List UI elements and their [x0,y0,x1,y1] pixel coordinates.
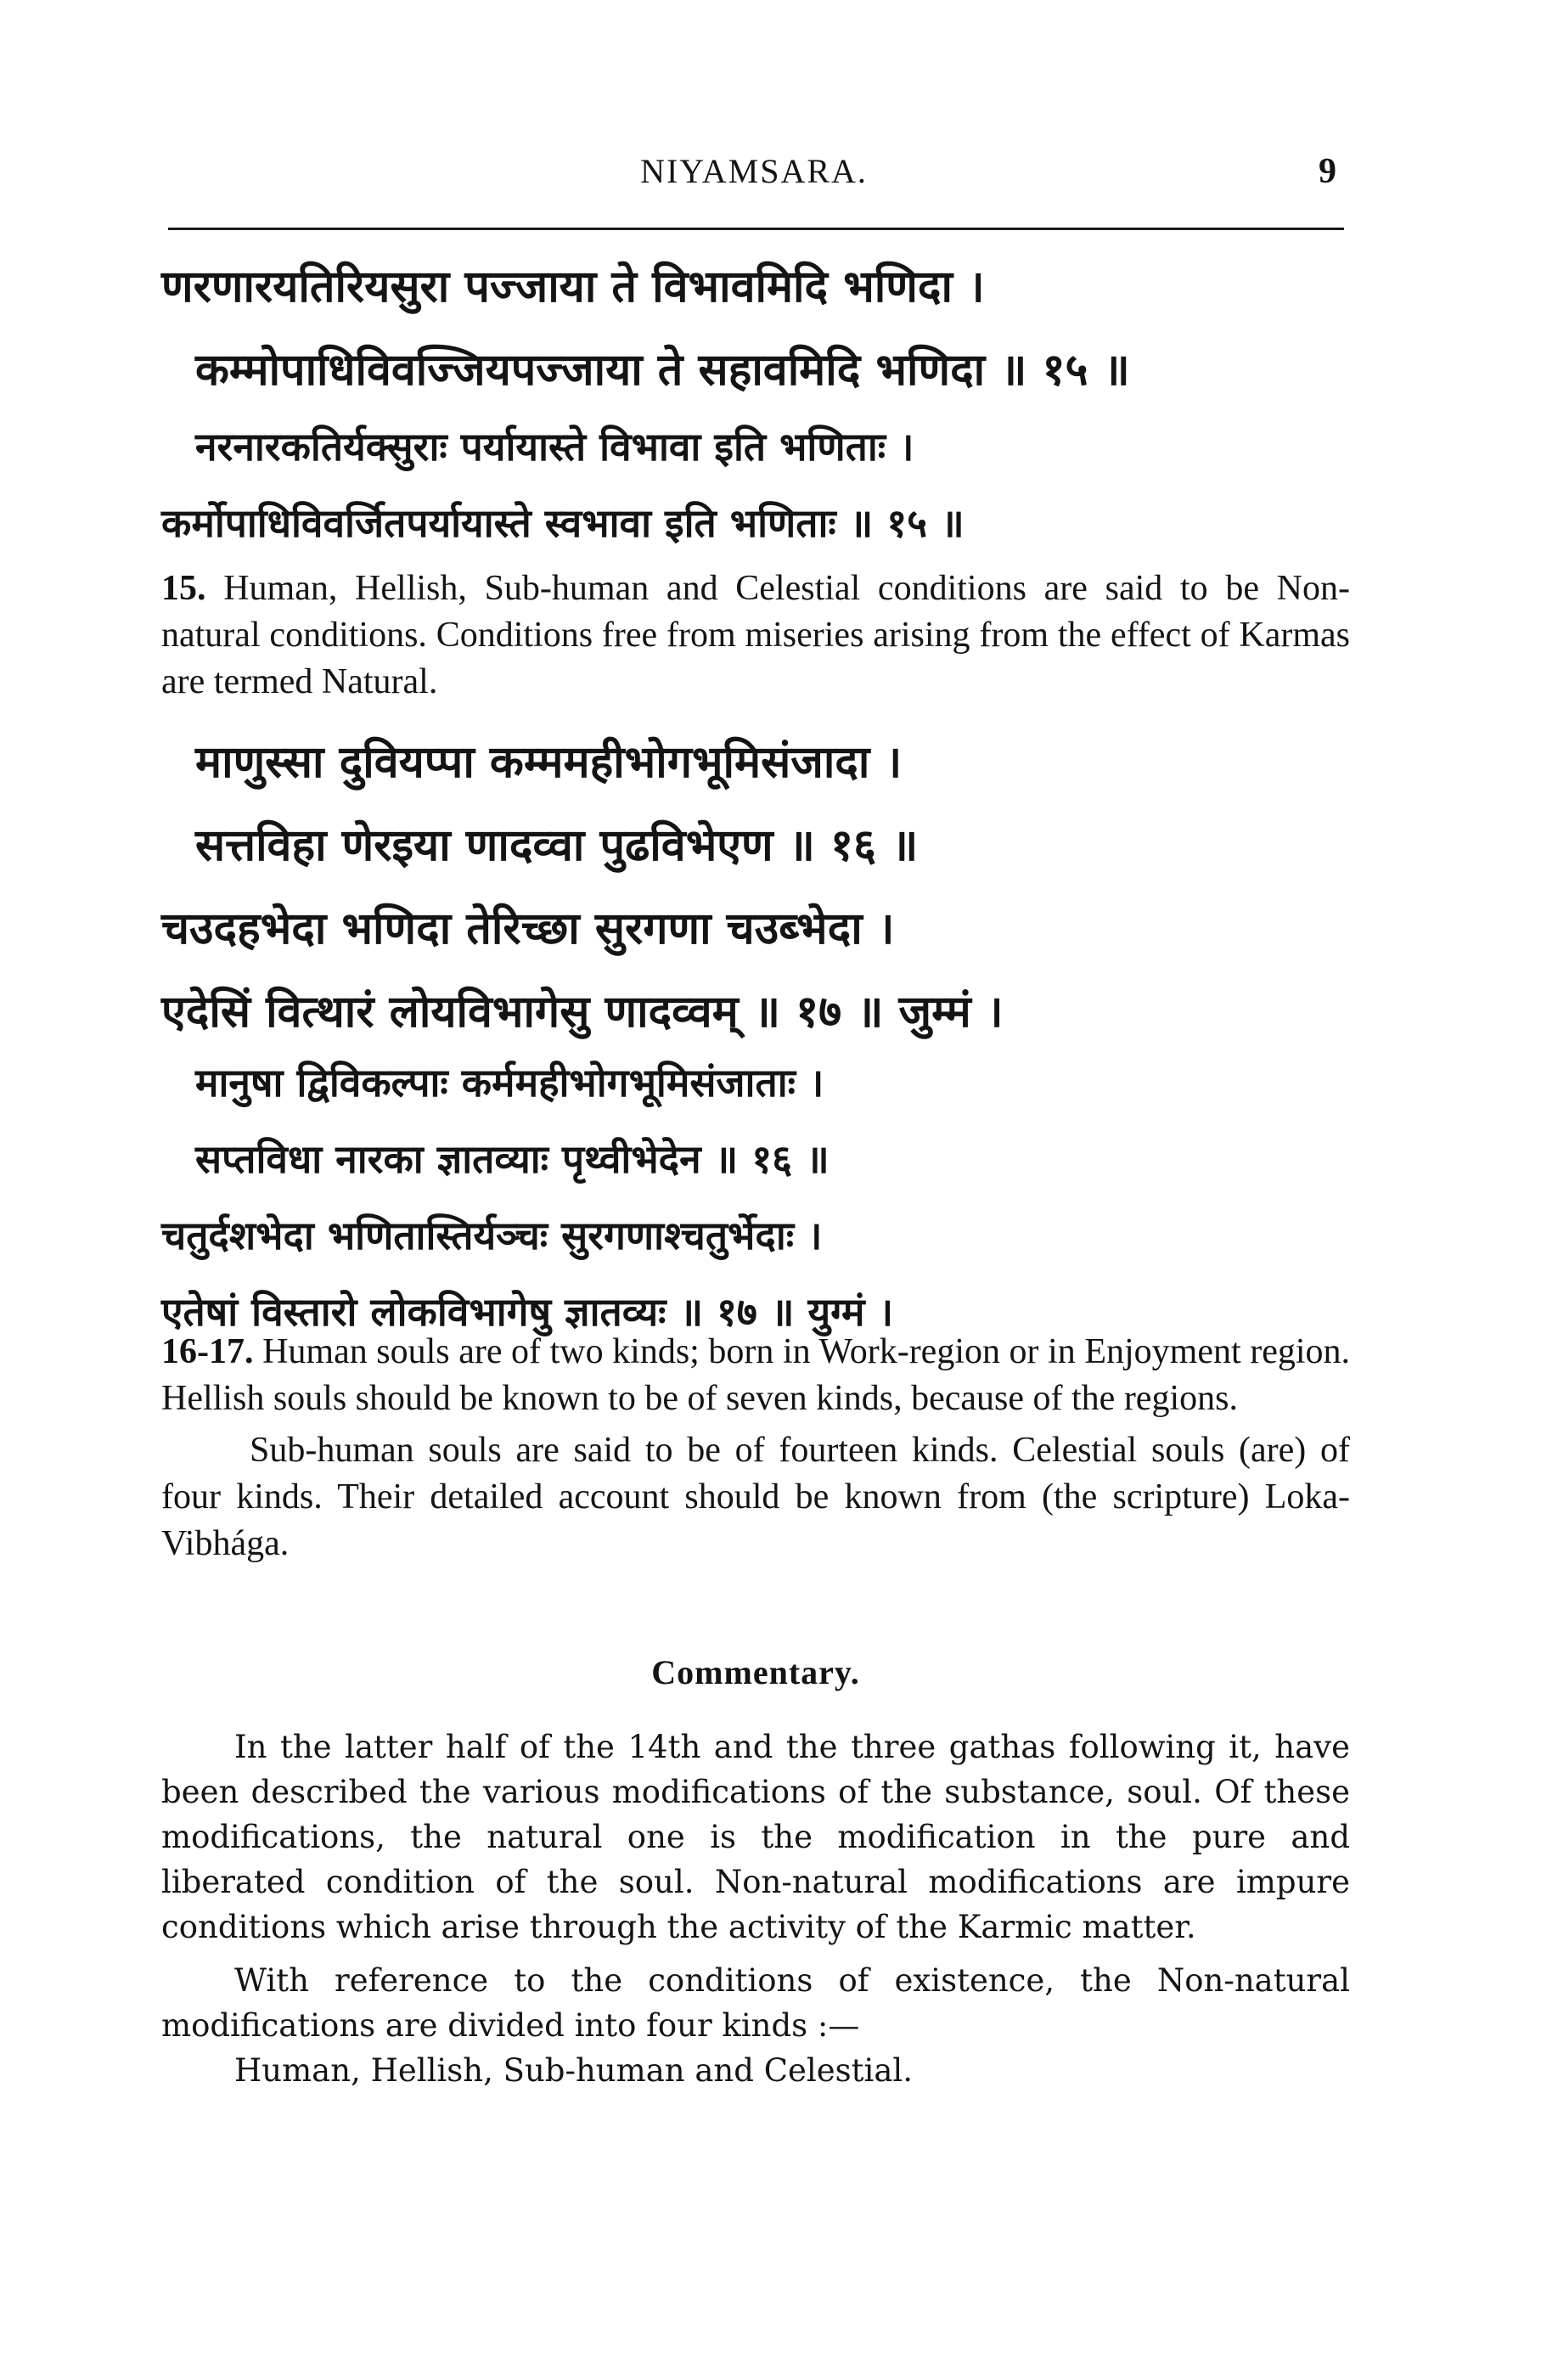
verse-number: 15. [161,569,206,608]
sanskrit-line: सप्तविधा नारका ज्ञातव्याः पृथ्वीभेदेन ॥ १६ ॥ [195,1136,830,1182]
sanskrit-line: कर्मोपाधिविवर्जितपर्यायास्ते स्वभावा इति भणिताः ॥ १५ ॥ [161,500,965,546]
commentary-paragraph: In the latter half of the 14th and the three gathas following it, have been described the various modifications of the substance, soul. Of these modifications, the natural one is the modification in the pure and liberated condition of the soul. Non-natural modifications are impure conditions which arise through the activity of the Karmic matter. [161,1729,1350,1945]
verse-number: 16-17. [161,1332,254,1371]
translation-text: Human, Hellish, Sub-human and Celestial conditions are said to be Non-natural conditions. Conditions free from miseries arising from the effect of Karmas are termed Natural. [161,569,1350,701]
commentary-list-line: Human, Hellish, Sub-human and Celestial. [234,2052,913,2089]
translation-paragraph [161,1329,1350,1422]
gatha-15-translation [161,565,1350,706]
commentary [161,1652,1350,2093]
gatha-15-sanskrit [161,424,1350,580]
prakrit-line: सत्तविहा णेरइया णादव्वा पुढविभेएण ॥ १६ ॥ [195,820,919,871]
page-header [168,151,1340,211]
translation-paragraph [161,565,1350,706]
commentary-heading: Commentary. [651,1653,860,1691]
gatha-16-17-sanskrit [161,1060,1350,1369]
prakrit-line: चउदहभेदा भणिदा तेरिच्छा सुरगणा चउब्भेदा । [161,903,895,954]
prakrit-line: एदेसिं वित्थारं लोयविभागेसु णादव्वम् ॥ १७ ॥ जुम्मं । [161,987,1004,1038]
gatha-16-17-prakrit [161,737,1350,1073]
header-rule [168,228,1344,230]
translation-paragraph-2: Sub-human souls are said to be of fourteen kinds. Celestial souls (are) of four kinds. Their detailed account should be known from (the scripture) Loka-Vibhága. [161,1431,1350,1563]
prakrit-line: णरणारयतिरियसुरा पज्जाया ते विभावमिदि भणिदा । [161,262,985,312]
translation-text: Human souls are of two kinds; born in Work-region or in Enjoyment region. Hellish souls should be known to be of seven kinds, because of the regions. [161,1332,1351,1418]
gatha-15-prakrit [161,262,1350,431]
sanskrit-line: मानुषा द्विविकल्पाः कर्ममहीभोगभूमिसंजाताः । [195,1060,824,1106]
page-number: 9 [1319,152,1336,191]
sanskrit-line: एतेषां विस्तारो लोकविभागेषु ज्ञातव्यः ॥ १७ ॥ युग्मं । [161,1289,894,1335]
sanskrit-line: नरनारकतिर्यक्सुराः पर्यायास्ते विभावा इति भणिताः । [195,424,914,470]
prakrit-line: माणुस्सा दुवियप्पा कम्ममहीभोगभूमिसंजादा । [195,737,903,788]
sanskrit-line: चतुर्दशभेदा भणितास्तिर्यञ्चः सुरगणाश्चतुर्भेदाः । [161,1213,823,1258]
running-title: NIYAMSARA. [640,152,868,190]
gatha-16-17-translation [161,1329,1350,1567]
prakrit-line: कम्मोपाधिविवज्जियपज्जाया ते सहावमिदि भणिदा ॥ १५ ॥ [195,345,1130,396]
commentary-paragraph: With reference to the conditions of existence, the Non-natural modifications are divided into four kinds :— [161,1962,1350,2044]
